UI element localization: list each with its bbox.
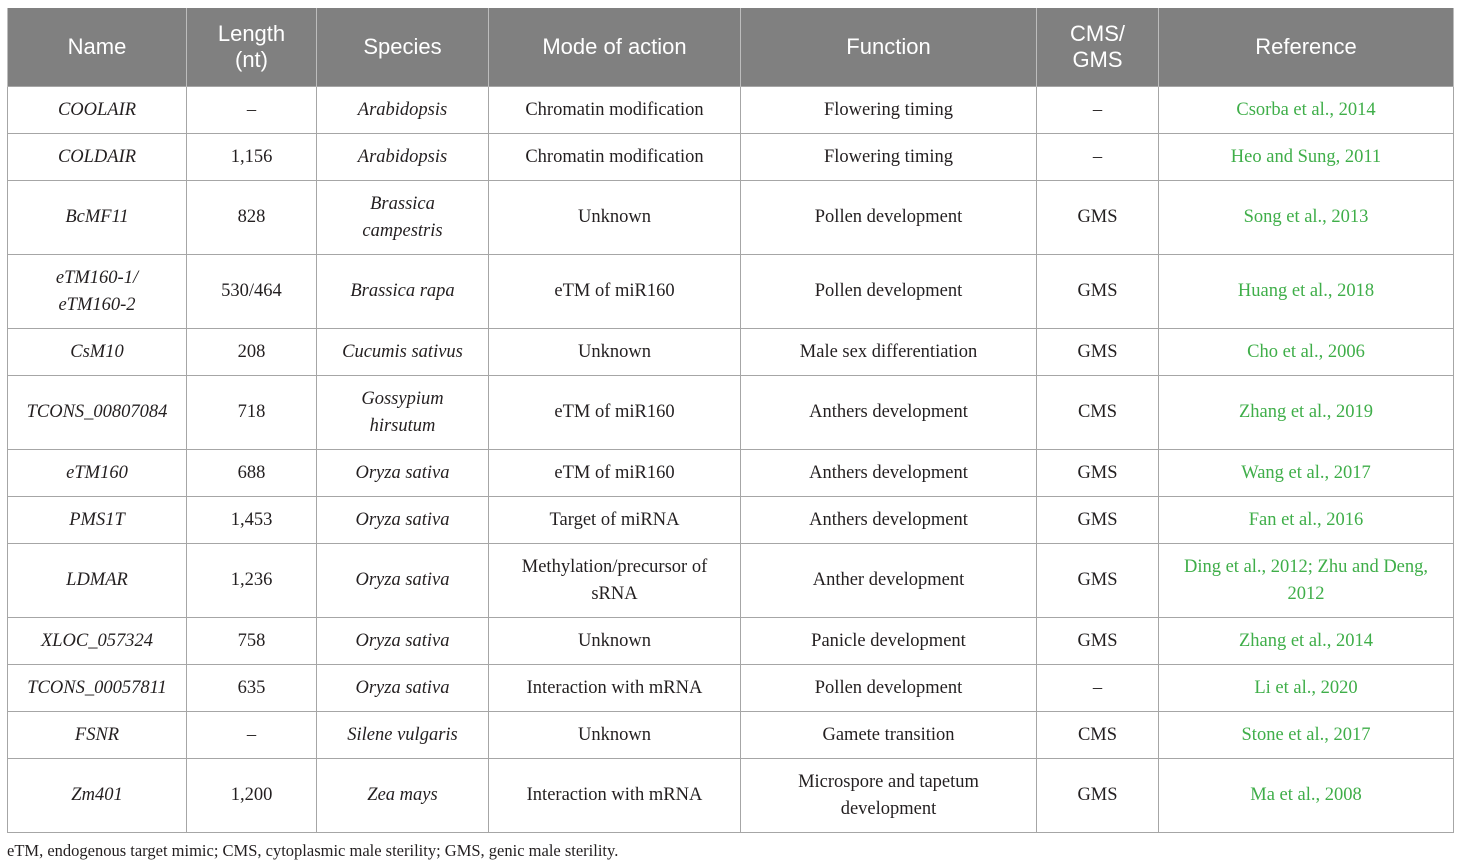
cell-species: Cucumis sativus [317, 329, 489, 376]
reference-link[interactable]: Heo and Sung, 2011 [1159, 134, 1454, 181]
data-table [7, 8, 1453, 833]
cell-cms-gms: GMS [1037, 759, 1159, 833]
cell-length: 1,200 [187, 759, 317, 833]
cell-name: BcMF11 [8, 181, 187, 255]
cell-name: COLDAIR [8, 134, 187, 181]
cell-function: Flowering timing [741, 87, 1037, 134]
cell-mode-of-action: Interaction with mRNA [489, 665, 741, 712]
cell-mode-of-action: Unknown [489, 181, 741, 255]
header-length: Length (nt) [187, 8, 317, 87]
cell-name: FSNR [8, 712, 187, 759]
cell-mode-of-action: eTM of miR160 [489, 376, 741, 450]
cell-length: 635 [187, 665, 317, 712]
cell-length: 208 [187, 329, 317, 376]
cell-name: TCONS_00057811 [8, 665, 187, 712]
table-row [8, 618, 1454, 665]
cell-function: Panicle development [741, 618, 1037, 665]
header-mode-of-action: Mode of action [489, 8, 741, 87]
header-species: Species [317, 8, 489, 87]
cell-length: 828 [187, 181, 317, 255]
reference-link[interactable]: Zhang et al., 2019 [1159, 376, 1454, 450]
reference-link[interactable]: Huang et al., 2018 [1159, 255, 1454, 329]
cell-cms-gms: GMS [1037, 255, 1159, 329]
cell-name: eTM160 [8, 450, 187, 497]
table-row [8, 544, 1454, 618]
cell-species: Oryza sativa [317, 544, 489, 618]
header-reference: Reference [1159, 8, 1454, 87]
header-name: Name [8, 8, 187, 87]
cell-name: PMS1T [8, 497, 187, 544]
cell-cms-gms: CMS [1037, 712, 1159, 759]
cell-mode-of-action: eTM of miR160 [489, 255, 741, 329]
cell-species: Silene vulgaris [317, 712, 489, 759]
cell-function: Pollen development [741, 665, 1037, 712]
cell-species: Brassica rapa [317, 255, 489, 329]
cell-mode-of-action: Unknown [489, 329, 741, 376]
reference-link[interactable]: Zhang et al., 2014 [1159, 618, 1454, 665]
cell-function: Anthers development [741, 376, 1037, 450]
table-header-row [8, 8, 1454, 87]
cell-mode-of-action: Target of miRNA [489, 497, 741, 544]
table-row [8, 329, 1454, 376]
cell-species: Zea mays [317, 759, 489, 833]
cell-function: Pollen development [741, 255, 1037, 329]
cell-name: COOLAIR [8, 87, 187, 134]
cell-mode-of-action: Unknown [489, 618, 741, 665]
cell-mode-of-action: eTM of miR160 [489, 450, 741, 497]
cell-cms-gms: GMS [1037, 544, 1159, 618]
cell-function: Microspore and tapetum development [741, 759, 1037, 833]
cell-mode-of-action: Chromatin modification [489, 87, 741, 134]
header-function: Function [741, 8, 1037, 87]
cell-cms-gms: CMS [1037, 376, 1159, 450]
table-row [8, 134, 1454, 181]
cell-function: Anthers development [741, 497, 1037, 544]
table-row [8, 665, 1454, 712]
cell-length: 758 [187, 618, 317, 665]
cell-species: Brassica campestris [317, 181, 489, 255]
cell-function: Pollen development [741, 181, 1037, 255]
table-row [8, 759, 1454, 833]
cell-function: Gamete transition [741, 712, 1037, 759]
cell-mode-of-action: Chromatin modification [489, 134, 741, 181]
table-row [8, 712, 1454, 759]
cell-length: 718 [187, 376, 317, 450]
table-row [8, 450, 1454, 497]
cell-name: TCONS_00807084 [8, 376, 187, 450]
cell-cms-gms: GMS [1037, 618, 1159, 665]
cell-function: Anther development [741, 544, 1037, 618]
table-row [8, 87, 1454, 134]
reference-link[interactable]: Csorba et al., 2014 [1159, 87, 1454, 134]
cell-function: Male sex differentiation [741, 329, 1037, 376]
cell-length: 1,236 [187, 544, 317, 618]
reference-link[interactable]: Song et al., 2013 [1159, 181, 1454, 255]
header-cms-gms: CMS/ GMS [1037, 8, 1159, 87]
table-row [8, 376, 1454, 450]
table-body [8, 87, 1454, 833]
cell-name: eTM160-1/ eTM160-2 [8, 255, 187, 329]
cell-species: Gossypium hirsutum [317, 376, 489, 450]
cell-species: Oryza sativa [317, 618, 489, 665]
cell-species: Oryza sativa [317, 497, 489, 544]
cell-species: Oryza sativa [317, 665, 489, 712]
cell-mode-of-action: Methylation/precursor of sRNA [489, 544, 741, 618]
cell-function: Anthers development [741, 450, 1037, 497]
reference-link[interactable]: Cho et al., 2006 [1159, 329, 1454, 376]
reference-link[interactable]: Stone et al., 2017 [1159, 712, 1454, 759]
cell-cms-gms: GMS [1037, 181, 1159, 255]
reference-link[interactable]: Li et al., 2020 [1159, 665, 1454, 712]
table-footnote: eTM, endogenous target mimic; CMS, cytoplasmic male sterility; GMS, genic male sterility. [7, 841, 619, 860]
cell-length: 688 [187, 450, 317, 497]
cell-species: Arabidopsis [317, 134, 489, 181]
table-row [8, 181, 1454, 255]
cell-cms-gms: GMS [1037, 450, 1159, 497]
cell-length: 1,156 [187, 134, 317, 181]
cell-length: 1,453 [187, 497, 317, 544]
cell-mode-of-action: Unknown [489, 712, 741, 759]
cell-species: Arabidopsis [317, 87, 489, 134]
cell-function: Flowering timing [741, 134, 1037, 181]
reference-link[interactable]: Ding et al., 2012; Zhu and Deng, 2012 [1159, 544, 1454, 618]
cell-length: – [187, 712, 317, 759]
cell-name: CsM10 [8, 329, 187, 376]
reference-link[interactable]: Wang et al., 2017 [1159, 450, 1454, 497]
cell-cms-gms: – [1037, 87, 1159, 134]
cell-cms-gms: – [1037, 134, 1159, 181]
cell-cms-gms: – [1037, 665, 1159, 712]
cell-name: XLOC_057324 [8, 618, 187, 665]
cell-cms-gms: GMS [1037, 329, 1159, 376]
reference-link[interactable]: Fan et al., 2016 [1159, 497, 1454, 544]
table-row [8, 497, 1454, 544]
cell-species: Oryza sativa [317, 450, 489, 497]
reference-link[interactable]: Ma et al., 2008 [1159, 759, 1454, 833]
cell-length: 530/464 [187, 255, 317, 329]
cell-length: – [187, 87, 317, 134]
cell-name: LDMAR [8, 544, 187, 618]
table-row [8, 255, 1454, 329]
cell-name: Zm401 [8, 759, 187, 833]
cell-mode-of-action: Interaction with mRNA [489, 759, 741, 833]
cell-cms-gms: GMS [1037, 497, 1159, 544]
